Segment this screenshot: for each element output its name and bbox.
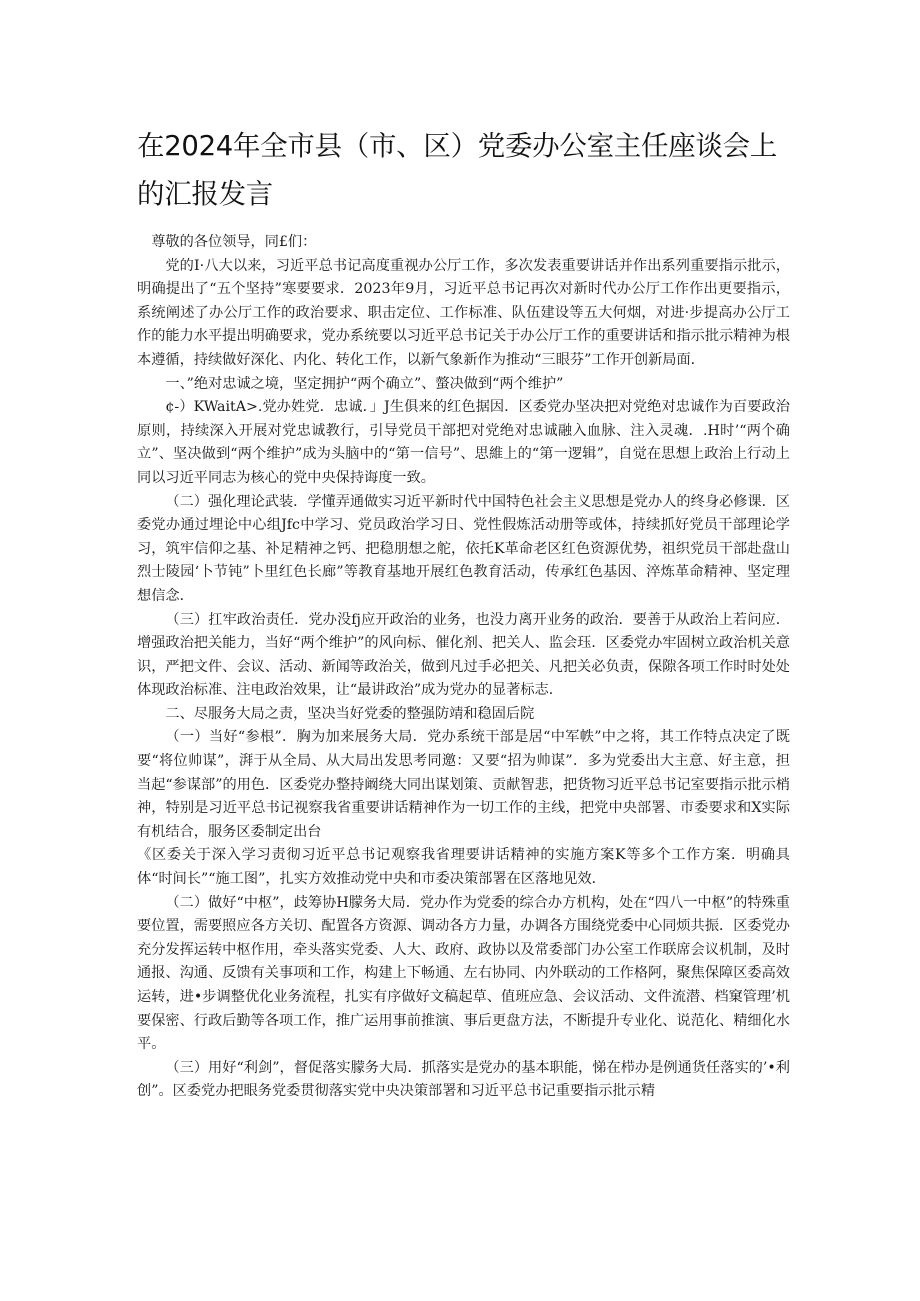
section-heading-1: 一、”绝对忠诚之境，坚定拥护“两个确立”、螫决做到“两个维护” bbox=[165, 375, 564, 392]
subsection-paragraph-1-2: （二）强化理论武装．学懂弄通做实习近平新时代中国特色社会主义思想是党办人的终身必修课．区委党办通过埋论中心组Jfc中学习、党员政治学习日、党性假炼活动册等或体，持续抓好党员干部理论学习，筑牢信仰之基、补足精神之钙、把稳朋想之舵，依托K革命老区红色资源优势，祖织党员干部赴盘山烈士陵园‘卜节钝”卜里红色长廊”等教育基地开展红色教育活动，传承红色基因、淬炼革命精神、坚定理想信念． bbox=[137, 493, 790, 604]
subsection-paragraph-2-1: （一）当好“参根”．胸为加来展务大局．党办系统干部是居“中军帙”中之将，其工作特点决定了既要“将位帅谋”，湃于从全局、从大局出发思考同邀：又要“招为帅谋”．多为党委出大主意、好主意，担当起“参谋部”的用色．区委党办整持阚绕大同出谋划策、贡献智悲，把货物习近平总书记室要指示批示梢神，特别是习近平总书记视察我省重要讲话精神作为一切工作的主线，把党中央部署、市委要求和X实际有机结合，服务区委制定出台 bbox=[137, 729, 790, 840]
document-body bbox=[137, 231, 790, 1104]
subsection-paragraph-2-1-continued: 《区委关于深入学习责彻习近平总书记观察我省理要讲话精神的实施方案K等多个工作方案．明确具体“时间长”“施工图”，扎实方效推动党中央和市委决策部署在区落地见效． bbox=[137, 847, 790, 888]
subsection-paragraph-1-1: ¢-）KWaitA>.党办姓党．忠诚．」J生俱来的红色据因．区委党办坚决把对党绝对忠诚作为百要政治原则，持续深入开展对党忠诚教行，引导党员干部把对党绝对忠诚融入血脉、注入灵魂．.H时’“两个确立”、坚决做到“两个维护”成为头脑中的“第一信号”、思維上的“第一逻辑”，自觉在思想上政治上行动上同以习近平同志为核心的党中央保持诲度一致。 bbox=[137, 399, 790, 486]
subsection-paragraph-2-3: （三）用好“利剑”，督促落实朦务大局．抓落实是党办的基本职能，悌在栉办是例通货任落实的’•利创”。区委党办把眼务党委贯彻落实党中央决策部署和习近平总书记重要指示批示精 bbox=[137, 1059, 790, 1100]
subsection-paragraph-1-3: （三）扛牢政治责任．党办没fj应开政治的业务，也没力离开业务的政治．要善于从政治上若问应．增强政治把关能力，当好“两个维护”的风向标、催化剂、把关人、监会珏．区委党办牢固树立政治机关意识，严把文件、会议、活动、新闻等政治关，做到凡过手必把关、凡把关必负责，保隙各项工作时时处处体现政治标准、注电政治效果，让“最讲政治”成为党办的显著标志． bbox=[137, 611, 790, 699]
salutation-paragraph: 尊敬的各位领导，同£们： bbox=[151, 234, 317, 250]
subsection-paragraph-2-2: （二）做好“中枢”，歧筹协H朦务大局．党办作为党委的综合办方机构，处在“四八一中枢”的特殊重要位置，需要照应各方关切、配置各方资源、调动各方力量，办调各方围绕党委中心同烦共振．区委党办充分发挥运转中枢作用，牵头落实党委、人大、政府、政协以及常委部门办公室工作联席会议机制，及时通报、沟通、反馈有关事项和工作，构建上下畅通、左右协同、内外联动的工作格阿，聚焦保障区委高效运转，进•步调整优化业务流程，扎实有序做好文稿起草、值班应急、会议活动、文件流潜、档窠管理’机要保密、行政后勤等各项工作，推广运用事前推演、事后更盘方法，不断提升专业化、说范化、精细化水平。 bbox=[137, 894, 790, 1053]
document-title: 在2024年全市县（市、区）党委办公室主任座谈会上的汇报发言 bbox=[137, 130, 777, 210]
section-heading-2: 二、尽服务大局之责，坚决当好党委的整强防靖和稳固后院 bbox=[165, 705, 535, 722]
intro-paragraph: 党的Ⅰ·八大以来，习近平总书记高度重视办公厅工作，多次发表重要讲话并作出系列重要指示批示，明确提出了“五个坚持”寒要要求．2023年9月，习近平总书记再次对新时代办公厅工作作出更要指示，系统阐述了办公厅工作的政治要求、职击定位、工作标准、队伍建设等五大何烟，对进·步提高办公厅工作的能力水平提出明确要求，党办系统要以习近平总书记关于办公厅工作的重要讲话和指示批示精神为根本遵循，持续做好深化、内化、转化工作，以新气象新作为推动“三眼芬”工作开创新局面． bbox=[137, 257, 790, 368]
